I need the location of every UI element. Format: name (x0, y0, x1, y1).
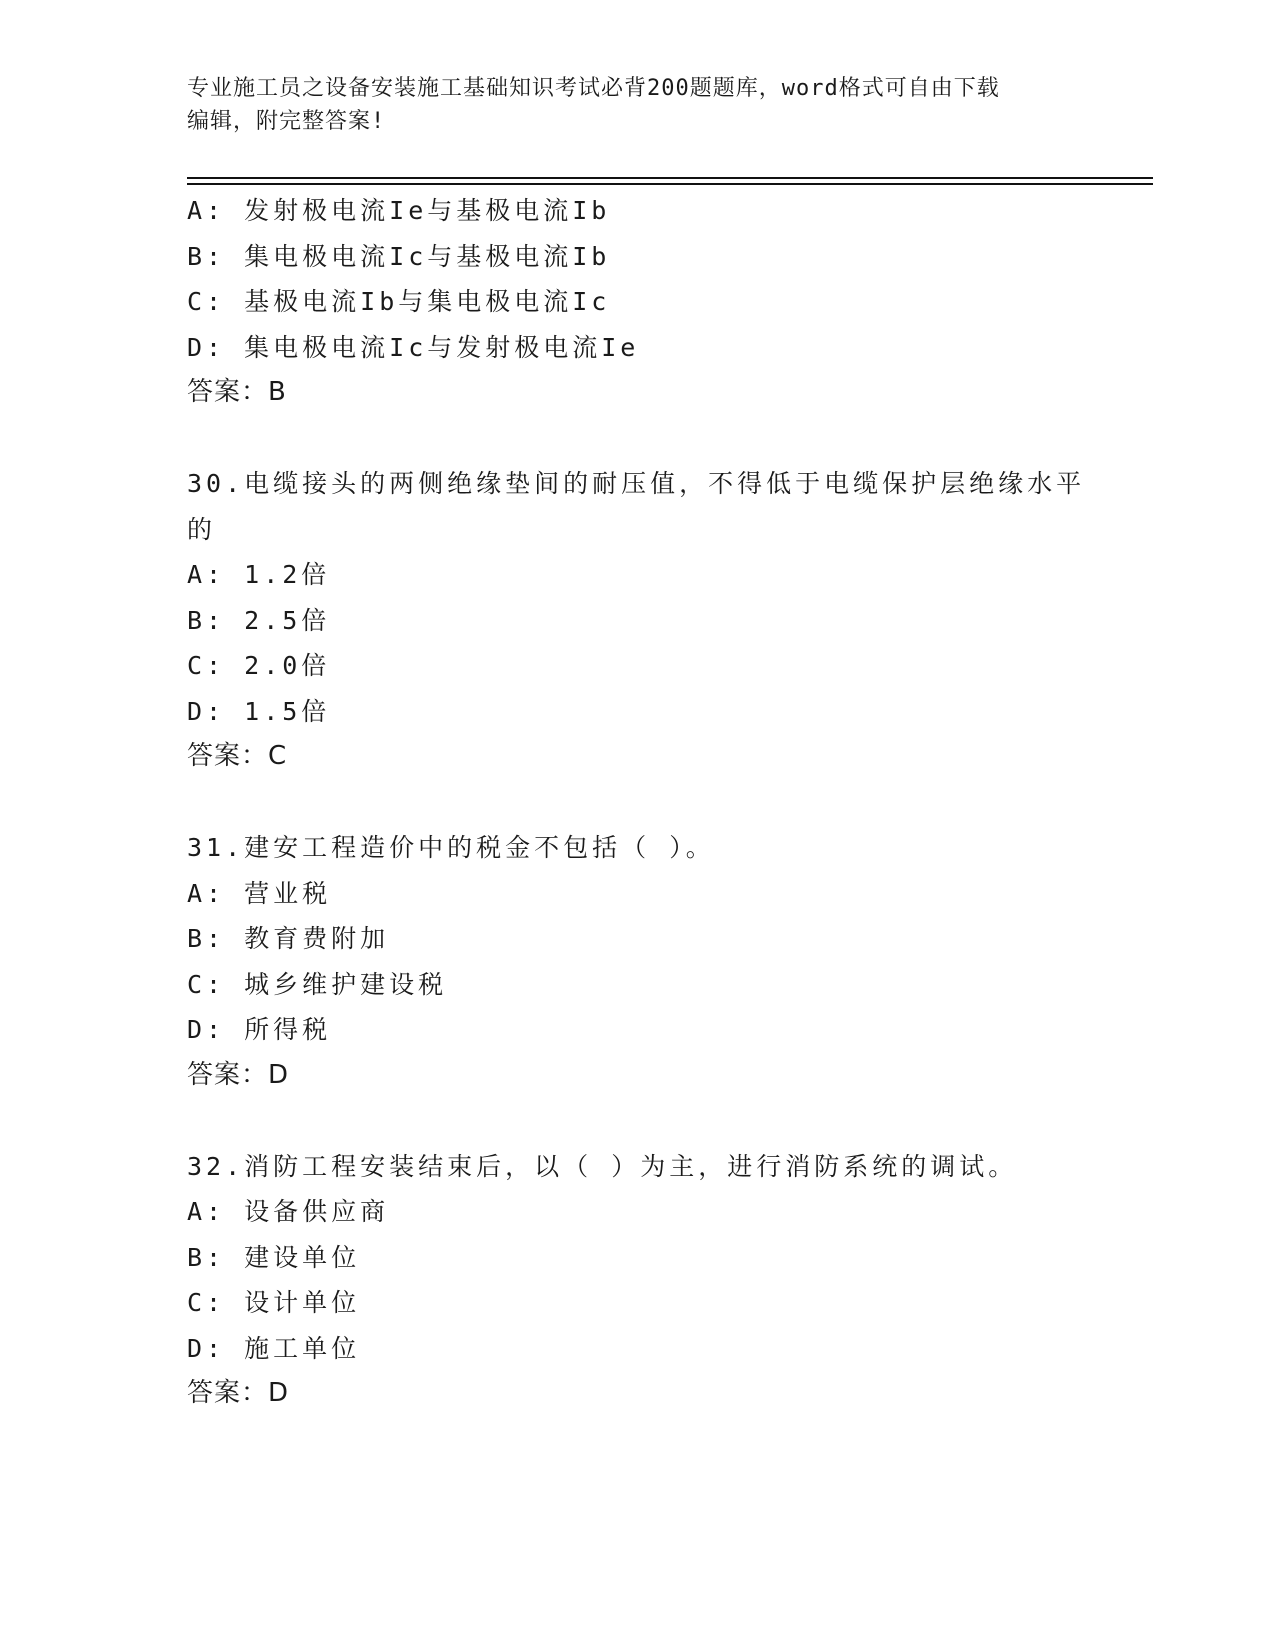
question-stem-line-1: 30.电缆接头的两侧绝缘垫间的耐压值，不得低于电缆保护层绝缘水平 (187, 469, 1086, 498)
header-title-line-2: 编辑，附完整答案! (187, 109, 386, 134)
option-d: D: 1.5倍 (187, 696, 331, 726)
answer-line: 答案：D (187, 1378, 290, 1408)
option-c: C: 基极电流Ib与集电极电流Ic (187, 287, 611, 316)
spacer (187, 416, 1107, 462)
answer-line: 答案：C (187, 741, 288, 771)
spacer (187, 780, 1107, 826)
question-30 (187, 461, 1107, 780)
option-a: A: 发射极电流Ie与基极电流Ib (187, 196, 611, 225)
option-b: B: 建设单位 (187, 1242, 361, 1272)
question-32 (187, 1144, 1107, 1417)
header-title-line-1: 专业施工员之设备安装施工基础知识考试必背200题题库，word格式可自由下载 (187, 76, 1000, 101)
spacer (187, 1098, 1107, 1144)
option-a: A: 1.2倍 (187, 560, 331, 589)
question-stem: 31.建安工程造价中的税金不包括（ ）。 (187, 833, 715, 862)
header-divider-top (187, 177, 1153, 179)
option-d: D: 所得税 (187, 1015, 332, 1044)
header-divider-bottom (187, 183, 1153, 185)
answer-line: 答案：D (187, 1059, 290, 1090)
option-d: D: 施工单位 (187, 1333, 361, 1363)
question-stem-line-2: 的 (187, 514, 217, 544)
option-a: A: 设备供应商 (187, 1197, 390, 1226)
question-31 (187, 825, 1107, 1098)
question-29 (187, 188, 1107, 416)
answer-line: 答案：B (187, 377, 287, 407)
option-b: B: 2.5倍 (187, 605, 331, 635)
question-stem: 32.消防工程安装结束后，以（ ）为主，进行消防系统的调试。 (187, 1151, 1018, 1181)
option-b: B: 集电极电流Ic与基极电流Ib (187, 241, 611, 271)
option-d: D: 集电极电流Ic与发射极电流Ie (187, 332, 640, 362)
question-list (187, 188, 1107, 1417)
option-c: C: 城乡维护建设税 (187, 969, 448, 999)
option-c: C: 2.0倍 (187, 651, 331, 680)
option-c: C: 设计单位 (187, 1288, 361, 1317)
document-header (187, 72, 1087, 138)
option-b: B: 教育费附加 (187, 924, 390, 953)
option-a: A: 营业税 (187, 878, 332, 908)
